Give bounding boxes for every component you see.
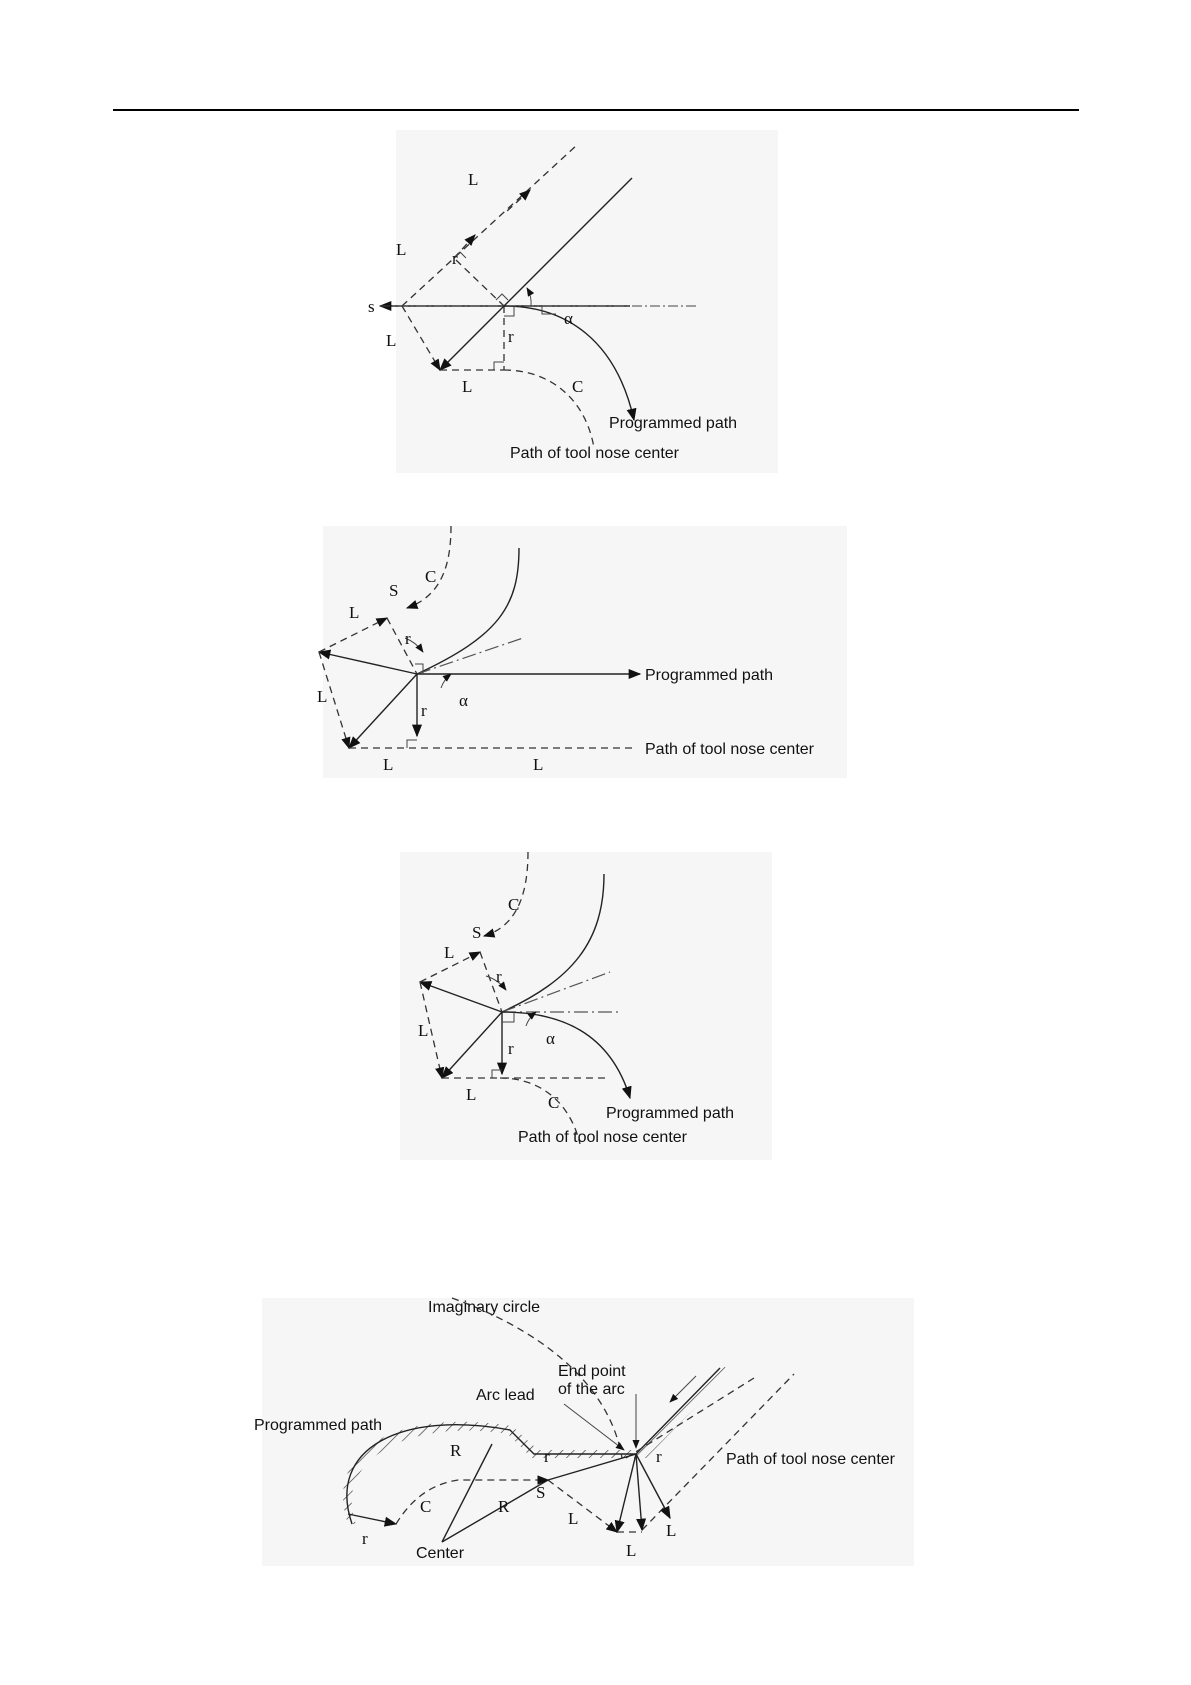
- label-L-top: L: [349, 603, 360, 622]
- right-angle-center: [502, 1012, 514, 1022]
- label-r-mid: r: [508, 327, 514, 346]
- vector-L-mid: [636, 1454, 642, 1530]
- caption-programmed-path: Programmed path: [645, 667, 774, 684]
- label-L-bottom-left: L: [383, 755, 394, 774]
- vector-left-top: [420, 982, 502, 1012]
- label-L-left: L: [396, 240, 407, 259]
- label-r-top: r: [405, 629, 411, 648]
- vector-r-right: [636, 1454, 670, 1518]
- tangent-dashdot-upper: [502, 972, 610, 1012]
- diagonal-programmed-line: [504, 178, 632, 306]
- label-R-left: R: [450, 1441, 462, 1460]
- tool-nose-arc-upper: [484, 852, 528, 936]
- programmed-arc-lower: [502, 1012, 630, 1098]
- label-L-bottom: L: [462, 377, 473, 396]
- caption-imaginary-circle: Imaginary circle: [428, 1299, 541, 1316]
- label-alpha: α: [546, 1029, 555, 1048]
- label-alpha: α: [459, 691, 468, 710]
- vector-L-top: [319, 618, 387, 652]
- label-C-top: C: [508, 895, 520, 914]
- tool-nose-arc-path: [396, 1480, 548, 1524]
- figure-4: [254, 1298, 914, 1566]
- right-angle-mark-center: [504, 306, 514, 316]
- figure-1-diagram: [368, 130, 778, 473]
- label-L-left: L: [317, 687, 328, 706]
- caption-tool-path: Path of tool nose center: [510, 445, 679, 462]
- right-angle-bottom: [407, 740, 417, 748]
- right-angle-bottom: [492, 1070, 502, 1078]
- vector-left-top: [319, 652, 417, 674]
- label-C-bottom: C: [548, 1093, 560, 1112]
- label-R-bottom: R: [498, 1497, 510, 1516]
- figure-1: [368, 130, 778, 473]
- caption-programmed-path: Programmed path: [254, 1417, 383, 1434]
- right-angle-mark-bottom: [494, 362, 504, 370]
- label-L-top: L: [444, 943, 455, 962]
- label-C: C: [420, 1497, 432, 1516]
- figure-2-diagram: [317, 526, 847, 778]
- angle-arc: [527, 288, 531, 306]
- label-alpha: α: [564, 309, 573, 328]
- label-S: S: [536, 1483, 546, 1502]
- tool-nose-to-corner: [548, 1480, 617, 1532]
- caption-tool-path: Path of tool nose center: [518, 1129, 687, 1146]
- label-r-bottom: r: [362, 1529, 368, 1548]
- tangent-dashdot: [417, 638, 523, 674]
- label-r-bottom: r: [421, 701, 427, 720]
- vector-to-corner: [349, 674, 417, 748]
- caption-tool-path: Path of tool nose center: [645, 741, 814, 758]
- caption-programmed-path: Programmed path: [606, 1105, 735, 1122]
- label-L-left: L: [568, 1509, 579, 1528]
- caption-programmed-path: Programmed path: [609, 415, 738, 432]
- label-C: C: [425, 567, 437, 586]
- label-r-right: r: [656, 1447, 662, 1466]
- caption-arc-lead: Arc lead: [476, 1387, 535, 1404]
- vector-to-corner: [442, 1012, 502, 1078]
- offset-dashed-line: [402, 144, 578, 306]
- label-L-top: L: [468, 170, 479, 189]
- caption-tool-path: Path of tool nose center: [726, 1451, 895, 1468]
- leader-arc-lead: [564, 1404, 624, 1450]
- angle-arc-bottom: [441, 674, 451, 688]
- label-r-top: r: [452, 249, 458, 268]
- label-L-right: L: [666, 1521, 677, 1540]
- caption-end-point-line2: of the arc: [558, 1381, 625, 1398]
- label-L-bottom-right: L: [533, 755, 544, 774]
- figure-2: [317, 526, 847, 778]
- header-rule: [113, 109, 1079, 111]
- label-r-mid: r: [544, 1447, 550, 1466]
- label-L-left: L: [418, 1021, 429, 1040]
- right-angle-mark-mid: [496, 294, 508, 300]
- radius-r-top: [387, 618, 417, 674]
- figure-4-diagram: [254, 1298, 914, 1566]
- label-S: S: [389, 581, 399, 600]
- vector-to-corner: [440, 306, 504, 370]
- label-L-lower-left: L: [386, 331, 397, 350]
- caption-center: Center: [416, 1545, 465, 1562]
- caption-end-point-line1: End point: [558, 1363, 626, 1380]
- figure-3-diagram: [400, 852, 772, 1160]
- figure-3: [400, 852, 772, 1160]
- label-L-bottom: L: [466, 1085, 477, 1104]
- vector-L-left: [617, 1454, 636, 1532]
- label-r-top: r: [496, 967, 502, 986]
- offset-arrow-upper: [506, 190, 530, 212]
- label-S: S: [472, 923, 482, 942]
- vector-L-lower-left: [402, 306, 440, 370]
- label-C: C: [572, 377, 584, 396]
- label-s: s: [368, 297, 375, 316]
- label-L-bottom: L: [626, 1541, 637, 1560]
- label-r-mid: r: [508, 1039, 514, 1058]
